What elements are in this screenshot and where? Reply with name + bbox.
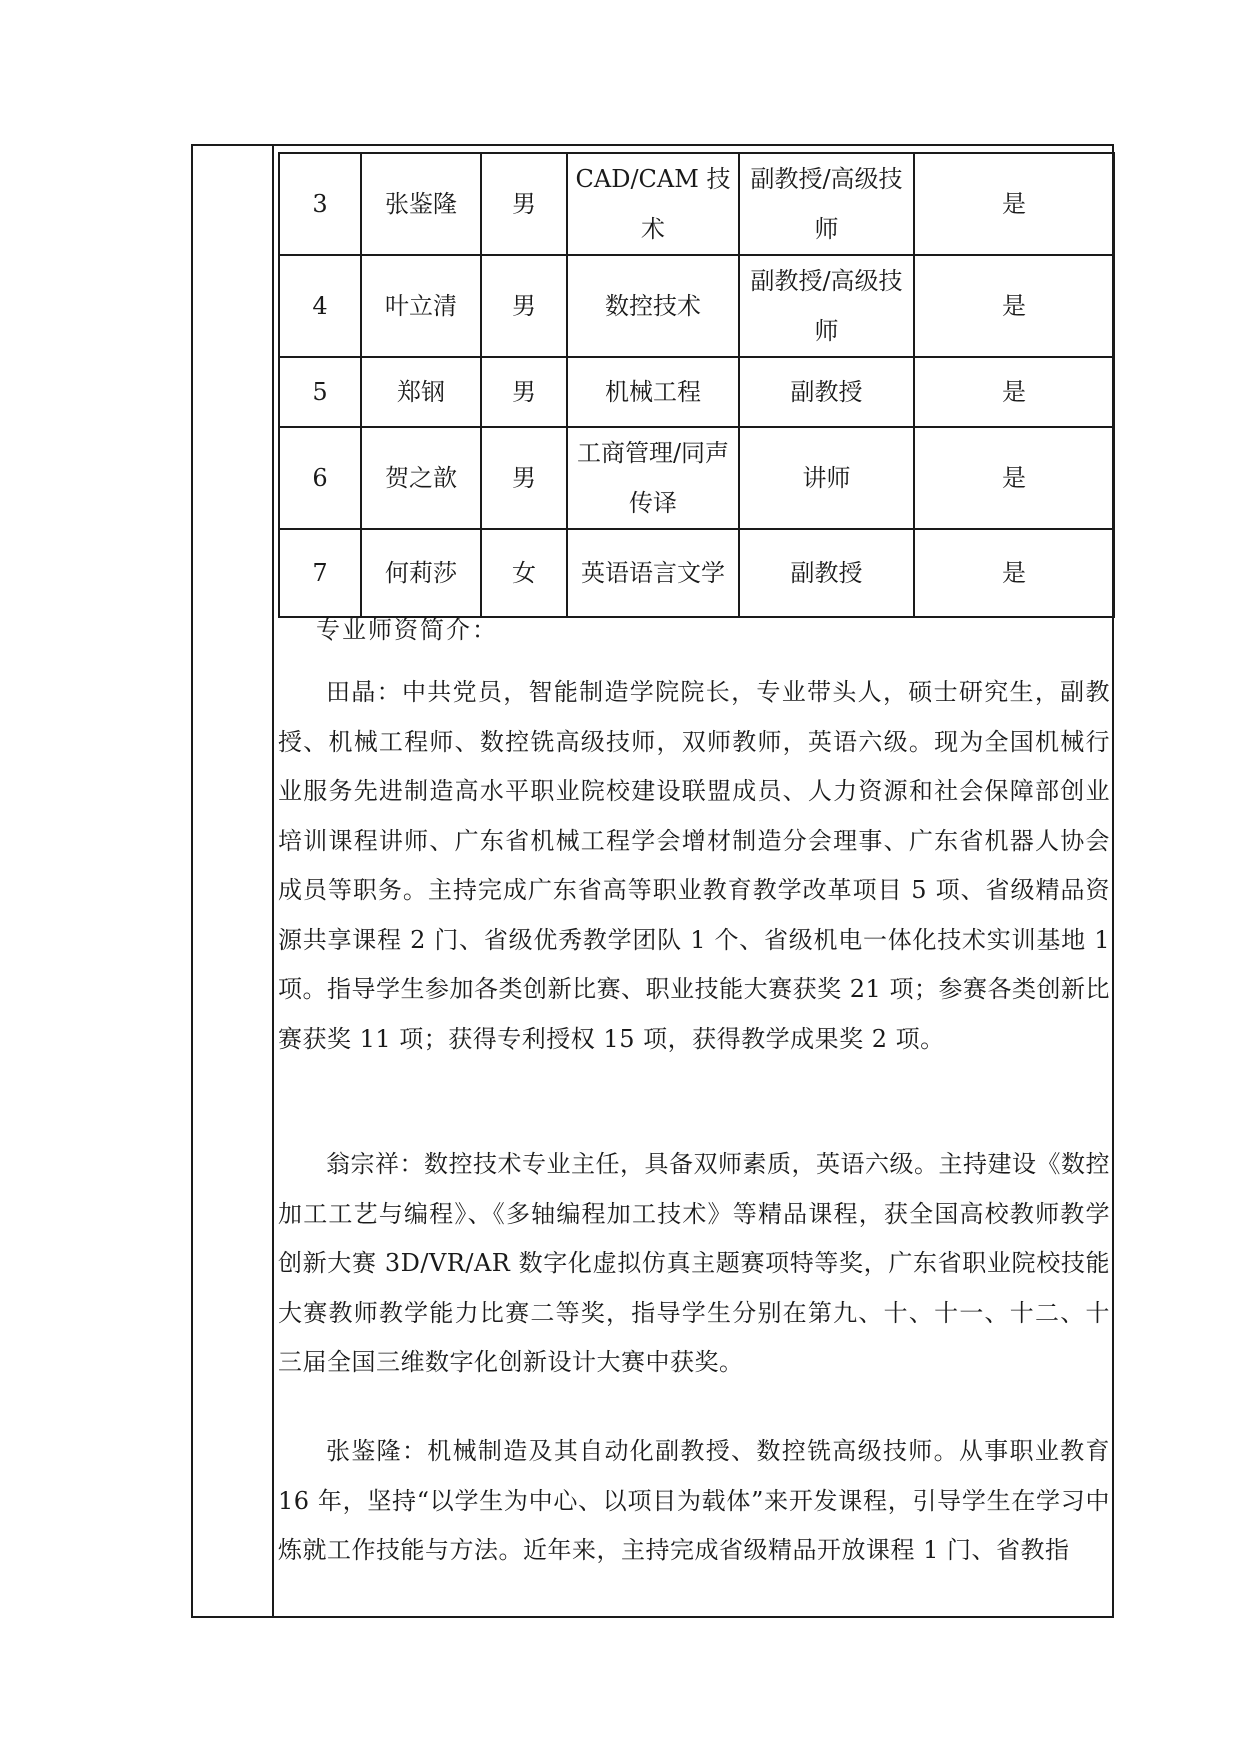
teacher-major: 机械工程	[567, 357, 739, 427]
row-number: 3	[279, 153, 361, 255]
teacher-flag: 是	[914, 529, 1114, 617]
teacher-gender: 男	[481, 357, 567, 427]
teacher-flag: 是	[914, 357, 1114, 427]
row-number: 6	[279, 427, 361, 529]
teacher-flag: 是	[914, 153, 1114, 255]
teacher-gender: 男	[481, 153, 567, 255]
bio-paragraph-weng-zongxiang: 翁宗祥：数控技术专业主任，具备双师素质，英语六级。主持建设《数控加工工艺与编程》、《多轴编程加工技术》等精品课程，获全国高校教师教学创新大赛 3D/VR/AR 数字化虚拟仿真主题赛项特等奖，广东省职业院校技能大赛教师教学能力比赛二等奖，指导学生分别在第九、十、十一、十二、十三届全国三维数字化创新设计大赛中获奖。	[278, 1150, 1110, 1376]
teacher-gender: 男	[481, 255, 567, 357]
teacher-title: 副教授/高级技师	[739, 153, 914, 255]
teacher-gender: 男	[481, 427, 567, 529]
row-number: 5	[279, 357, 361, 427]
table-row	[279, 427, 1114, 529]
row-number: 4	[279, 255, 361, 357]
section-heading: 专业师资简介：	[316, 616, 498, 644]
table-row	[279, 153, 1114, 255]
row-number: 7	[279, 529, 361, 617]
table-row	[279, 255, 1114, 357]
teacher-name: 贺之歆	[361, 427, 481, 529]
table-row	[279, 529, 1114, 617]
teacher-title: 讲师	[739, 427, 914, 529]
teacher-name: 叶立清	[361, 255, 481, 357]
bio-paragraph-tian-jing: 田晶：中共党员，智能制造学院院长，专业带头人，硕士研究生，副教授、机械工程师、数控铣高级技师，双师教师，英语六级。现为全国机械行业服务先进制造高水平职业院校建设联盟成员、人力资源和社会保障部创业培训课程讲师、广东省机械工程学会增材制造分会理事、广东省机器人协会成员等职务。主持完成广东省高等职业教育教学改革项目 5 项、省级精品资源共享课程 2 门、省级优秀教学团队 1 个、省级机电一体化技术实训基地 1 项。指导学生参加各类创新比赛、职业技能大赛获奖 21 项；参赛各类创新比赛获奖 11 项；获得专利授权 15 项，获得教学成果奖 2 项。	[278, 678, 1110, 1053]
teacher-major: CAD/CAM 技术	[567, 153, 739, 255]
teacher-name: 郑钢	[361, 357, 481, 427]
bio-paragraph-zhang-jianlong: 张鉴隆：机械制造及其自动化副教授、数控铣高级技师。从事职业教育 16 年，坚持“以学生为中心、以项目为载体”来开发课程，引导学生在学习中炼就工作技能与方法。近年来，主持完成省级精品开放课程 1 门、省教指	[278, 1437, 1110, 1564]
teacher-title: 副教授/高级技师	[739, 255, 914, 357]
teacher-flag: 是	[914, 427, 1114, 529]
teacher-name: 何莉莎	[361, 529, 481, 617]
teacher-name: 张鉴隆	[361, 153, 481, 255]
teacher-title: 副教授	[739, 357, 914, 427]
teacher-title: 副教授	[739, 529, 914, 617]
teacher-major: 数控技术	[567, 255, 739, 357]
form-column-divider	[272, 144, 274, 1618]
table-row	[279, 357, 1114, 427]
teacher-major: 工商管理/同声传译	[567, 427, 739, 529]
teacher-flag: 是	[914, 255, 1114, 357]
teacher-major: 英语语言文学	[567, 529, 739, 617]
staff-table	[278, 152, 1115, 618]
teacher-gender: 女	[481, 529, 567, 617]
